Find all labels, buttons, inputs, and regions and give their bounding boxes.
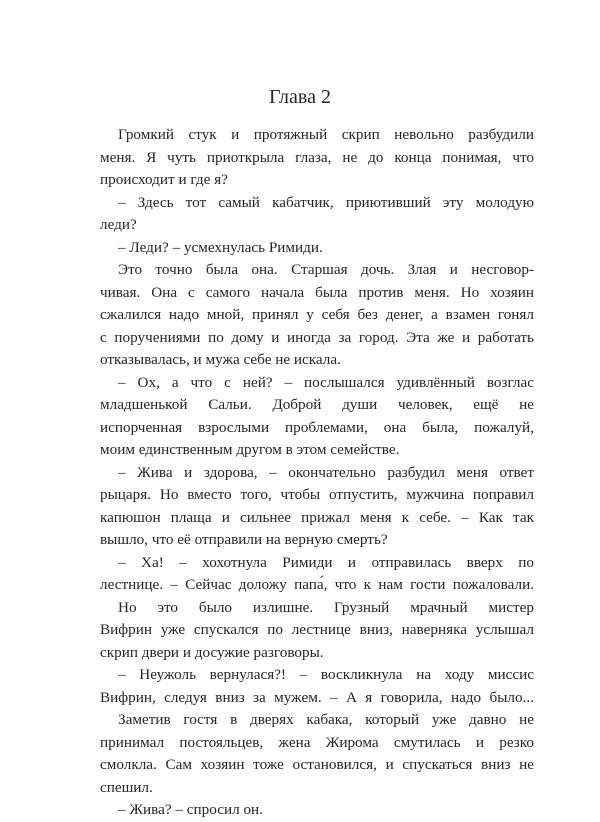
text-line: рыцаря. Но вместо того, чтобы отпустить, мужчина поправил [100,486,534,503]
text-line: отказывалась, и мужа себе не искала. [100,351,341,368]
text-line: Вифрин уже спускался по лестнице вниз, наверняка услышал [100,621,534,638]
text-line: Громкий стук и протяжный скрип невольно разбудили [118,126,534,143]
text-line: леди? [100,216,137,233]
text-line: спешил. [100,778,153,796]
text-line: меня. Я чуть приоткрыла глаза, не до конца понимая, что [100,148,534,166]
text-line: моим единственным другом в этом семействе. [100,441,400,458]
text-line: принимал постояльцев, жена Жирома смутилась и резко [100,733,534,751]
text-line: Заметив гостя в дверях кабака, который уже давно не [118,711,534,728]
text-line: – Ха! – хохотнула Римиди и отправилась вверх по [118,553,534,571]
body-text [100,124,534,822]
text-line: Это точно была она. Старшая дочь. Злая и несговор- [118,261,534,278]
text-line: с поручениями по дому и иногда за город. Эта же и работать [100,328,534,346]
text-line: сжалился надо мной, принял у себя без денег, а взамен гонял [100,306,534,323]
text-line: Вифрин, следуя вниз за мужем. – А я говорила, надо было... [100,688,534,706]
text-line: – Здесь тот самый кабатчик, приютивший эту молодую [118,193,534,211]
text-line: скрип двери и досужие разговоры. [100,643,324,661]
chapter-title: Глава 2 [269,86,331,108]
text-line: лестнице. – Сейчас доложу папа́, что к нам гости пожаловали. [100,576,534,593]
text-line: – Ох, а что с ней? – послышался удивлённый возглас [118,373,534,391]
text-line: – Леди? – усмехнулась Римиди. [118,238,323,256]
text-line: происходит и где я? [100,171,228,188]
text-line: испорченная взрослыми проблемами, она была, пожалуй, [100,418,534,436]
text-line: чивая. Она с самого начала была против меня. Но хозяин [100,283,534,301]
text-line: – Неужоль вернулася?! – воскликнула на ходу миссис [118,666,534,683]
text-line: вышло, что её отправили на верную смерть? [100,531,388,548]
text-line: – Жива? – спросил он. [118,801,263,818]
text-line: Но это было излишне. Грузный мрачный мистер [118,598,534,616]
text-line: капюшон плаща и сильнее прижал меня к себе. – Как так [100,508,534,526]
text-line: – Жива и здорова, – окончательно разбудил меня ответ [118,463,534,481]
text-line: младшенькой Сальи. Доброй души человек, ещё не [100,396,534,413]
text-line: смолкла. Сам хозяин тоже остановился, и спускаться вниз не [100,756,534,773]
